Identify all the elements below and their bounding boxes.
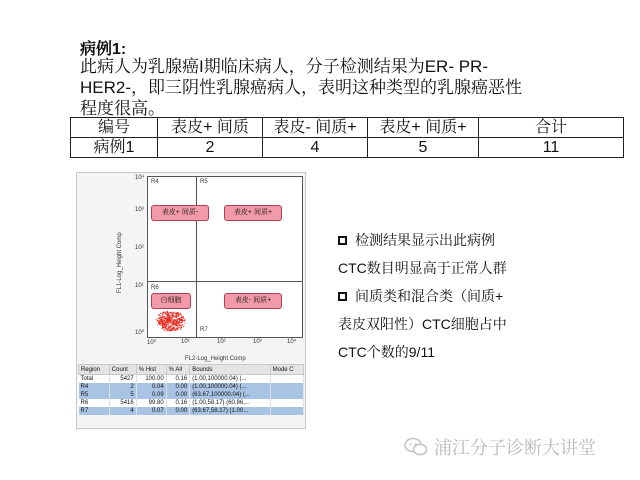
stats-cell: (1.00,100000.04) (...	[190, 375, 270, 384]
stats-cell: 99.80	[136, 399, 166, 407]
cell-dot	[171, 314, 172, 315]
list-item	[338, 282, 578, 310]
data-cell: 5	[368, 138, 479, 158]
cell-dot	[175, 325, 176, 326]
cell-dot	[175, 324, 176, 325]
stats-cell	[270, 399, 303, 407]
y-tick: 10⁴	[135, 175, 145, 181]
stats-cell: (1.00,100000.04) (...	[190, 383, 270, 391]
y-tick: 10¹	[135, 283, 144, 289]
cell-dot	[166, 313, 167, 314]
cell-dot	[175, 312, 176, 313]
data-cell: 11	[479, 138, 624, 158]
stats-cell	[270, 407, 303, 415]
case-description	[80, 56, 580, 119]
stats-cell: R5	[79, 391, 110, 399]
stats-cell: 0.16	[166, 399, 190, 407]
stats-cell: 0.00	[166, 383, 190, 391]
x-tick: 10⁴	[287, 339, 297, 345]
cell-dot	[158, 321, 159, 322]
header-cell: 合计	[479, 118, 624, 138]
cell-dot	[169, 326, 170, 327]
stats-cell	[270, 375, 303, 384]
gate-leukocyte: 白细胞	[151, 293, 191, 309]
quadrant-label-r4: R4	[151, 179, 159, 185]
cell-dot	[164, 326, 165, 327]
case-title: 病例1:	[80, 41, 127, 58]
stats-header[interactable]: Mode C	[270, 365, 303, 375]
stats-cell: (63.67,100000.04) (...	[190, 391, 270, 399]
stats-cell: 2	[109, 383, 136, 391]
stats-cell: 0.04	[136, 383, 166, 391]
cell-dot	[157, 318, 158, 319]
x-tick: 10¹	[181, 339, 190, 345]
cell-dot	[167, 329, 168, 330]
region-stats-table	[78, 364, 304, 415]
header-cell: 表皮+ 间质+	[368, 118, 479, 138]
cell-dot	[162, 327, 163, 328]
cell-dot	[178, 327, 179, 328]
x-axis-label: FL2-Log_Height Comp	[185, 356, 246, 362]
cell-dot	[173, 326, 174, 327]
cell-dot	[171, 319, 172, 320]
cell-dot	[160, 315, 161, 316]
bullet-line: 检测结果显示出此病例	[355, 232, 495, 248]
y-axis-label: FL1-Log_Height Comp	[117, 232, 123, 293]
table-row[interactable]	[79, 383, 304, 391]
stats-cell	[270, 383, 303, 391]
cell-dot	[170, 328, 171, 329]
stats-cell: 5416	[109, 399, 136, 407]
cell-dot	[160, 317, 161, 318]
stats-header-row	[79, 365, 304, 375]
stats-cell: R4	[79, 383, 110, 391]
cell-dot	[166, 314, 167, 315]
cell-dot	[159, 317, 160, 318]
bullet-line: 间质类和混合类（间质+	[355, 288, 504, 304]
cell-dot	[162, 324, 163, 325]
description-line: HER2-，即三阴性乳腺癌病人，表明这种类型的乳腺癌恶性	[80, 78, 523, 97]
summary-data-row	[71, 138, 624, 158]
gate-epithelial-positive: 表皮+ 间质-	[151, 205, 209, 221]
stats-cell: 0.09	[136, 391, 166, 399]
cell-dot	[180, 327, 181, 328]
cell-dot	[176, 321, 177, 322]
wechat-icon	[404, 437, 428, 457]
cell-dot	[177, 328, 178, 329]
stats-header[interactable]: Count	[109, 365, 136, 375]
data-cell: 4	[263, 138, 368, 158]
cell-dot	[167, 330, 168, 331]
stats-cell: 4	[109, 407, 136, 415]
table-row[interactable]	[79, 399, 304, 407]
cell-dot	[163, 324, 164, 325]
cell-dot	[175, 328, 176, 329]
gate-mesenchymal-positive: 表皮- 间质+	[224, 293, 282, 309]
cell-dot	[174, 319, 175, 320]
stats-cell: (1.00,58.17) (60.86,...	[190, 399, 270, 407]
cell-dot	[158, 320, 159, 321]
cell-dot	[176, 314, 177, 315]
cell-dot	[183, 317, 184, 318]
cell-dot	[170, 312, 171, 313]
cell-dot	[180, 322, 181, 323]
quadrant-label-r6: R6	[151, 285, 159, 291]
cell-dot	[174, 312, 175, 313]
y-tick: 10³	[135, 207, 144, 213]
cell-dot	[167, 314, 168, 315]
x-tick: 10²	[217, 339, 226, 345]
cell-dot	[183, 326, 184, 327]
cell-dot	[160, 319, 161, 320]
x-tick: 10³	[253, 339, 262, 345]
cell-dot	[174, 316, 175, 317]
cell-dot	[165, 318, 166, 319]
data-cell: 2	[158, 138, 263, 158]
quadrant-label-r7: R7	[200, 327, 208, 333]
cell-dot	[172, 328, 173, 329]
findings-list	[338, 226, 578, 366]
cell-dot	[177, 325, 178, 326]
y-tick: 10⁰	[135, 330, 145, 336]
cell-dot	[170, 323, 171, 324]
square-bullet-icon	[338, 292, 347, 301]
stats-cell: (63.67,58.17) (1.00...	[190, 407, 270, 415]
cell-dot	[160, 325, 161, 326]
stats-cell: 0.16	[166, 375, 190, 384]
cell-dot	[177, 315, 178, 316]
scatter-plot	[147, 176, 303, 338]
cell-dot	[180, 313, 181, 314]
cell-dot	[162, 316, 163, 317]
y-tick: 10²	[135, 245, 144, 251]
cell-dot	[163, 313, 164, 314]
description-line: 程度很高。	[80, 99, 165, 118]
stats-cell: 0.00	[166, 407, 190, 415]
cell-dot	[167, 322, 168, 323]
summary-table	[70, 117, 624, 158]
stats-cell: Total	[79, 375, 110, 384]
description-line: 此病人为乳腺癌I期临床病人，分子检测结果为ER- PR-	[80, 57, 488, 76]
cell-dot	[160, 313, 161, 314]
summary-header-row	[71, 118, 624, 138]
cell-dot	[172, 324, 173, 325]
cell-dot	[168, 318, 169, 319]
bullet-line: CTC数目明显高于正常人群	[338, 260, 507, 276]
stats-cell	[270, 391, 303, 399]
cell-dot	[161, 328, 162, 329]
cell-dot	[167, 319, 168, 320]
cell-dot	[166, 311, 167, 312]
cell-dot	[169, 327, 170, 328]
cell-dot	[168, 313, 169, 314]
header-cell: 表皮- 间质+	[263, 118, 368, 138]
cell-dot	[171, 317, 172, 318]
bullet-line: 表皮双阳性）CTC细胞占中	[338, 316, 507, 332]
quadrant-label-r5: R5	[200, 179, 208, 185]
cell-dot	[155, 319, 156, 320]
x-tick: 10⁰	[147, 340, 157, 346]
cell-dot	[181, 318, 182, 319]
watermark-text: 浦江分子诊断大讲堂	[434, 438, 596, 458]
cell-dot	[178, 314, 179, 315]
cell-dot	[180, 328, 181, 329]
stats-header[interactable]: Region	[79, 365, 110, 375]
cell-dot	[160, 320, 161, 321]
watermark	[404, 434, 596, 460]
cell-dot	[173, 323, 174, 324]
cell-dot	[179, 318, 180, 319]
stats-cell: R7	[79, 407, 110, 415]
bullet-line: CTC个数的9/11	[338, 344, 435, 360]
cell-dot	[180, 325, 181, 326]
cell-dot	[158, 315, 159, 316]
gate-double-positive: 表皮+ 间质+	[224, 205, 282, 221]
stats-cell: R6	[79, 399, 110, 407]
cell-dot	[162, 314, 163, 315]
cell-dot	[181, 315, 182, 316]
table-row[interactable]	[79, 407, 304, 415]
cell-dot	[169, 321, 170, 322]
list-item	[338, 226, 578, 254]
cell-dot	[165, 326, 166, 327]
stats-cell: 0.07	[136, 407, 166, 415]
stats-header[interactable]: % All	[166, 365, 190, 375]
stats-cell: 5	[109, 391, 136, 399]
quadrant-horizontal-line	[148, 281, 302, 282]
cell-dot	[166, 316, 167, 317]
cell-dot	[172, 316, 173, 317]
cell-dot	[164, 312, 165, 313]
cell-dot	[157, 324, 158, 325]
cell-dot	[184, 318, 185, 319]
cell-scatter-dots	[154, 301, 198, 333]
square-bullet-icon	[338, 236, 347, 245]
data-cell: 病例1	[71, 138, 158, 158]
stats-cell: 5427	[109, 375, 136, 384]
cell-dot	[169, 315, 170, 316]
stats-header[interactable]: % Hist	[136, 365, 166, 375]
cell-dot	[178, 321, 179, 322]
cell-dot	[175, 317, 176, 318]
cell-dot	[163, 329, 164, 330]
stats-cell: 100.00	[136, 375, 166, 384]
header-cell: 编号	[71, 118, 158, 138]
cell-dot	[167, 324, 168, 325]
cell-dot	[173, 328, 174, 329]
cell-dot	[183, 320, 184, 321]
cell-dot	[179, 320, 180, 321]
cell-dot	[184, 323, 185, 324]
cell-dot	[169, 312, 170, 313]
cell-dot	[172, 322, 173, 323]
flow-cytometry-panel	[76, 172, 306, 429]
stats-header[interactable]: Bounds	[190, 365, 270, 375]
table-row[interactable]	[79, 391, 304, 399]
cell-dot	[175, 330, 176, 331]
table-row[interactable]	[79, 375, 304, 384]
cell-dot	[168, 319, 169, 320]
cell-dot	[181, 317, 182, 318]
cell-dot	[177, 326, 178, 327]
stats-cell: 0.00	[166, 391, 190, 399]
cell-dot	[170, 318, 171, 319]
cell-dot	[163, 321, 164, 322]
cell-dot	[176, 329, 177, 330]
header-cell: 表皮+ 间质	[158, 118, 263, 138]
cell-dot	[165, 323, 166, 324]
cell-dot	[178, 323, 179, 324]
cell-dot	[159, 323, 160, 324]
